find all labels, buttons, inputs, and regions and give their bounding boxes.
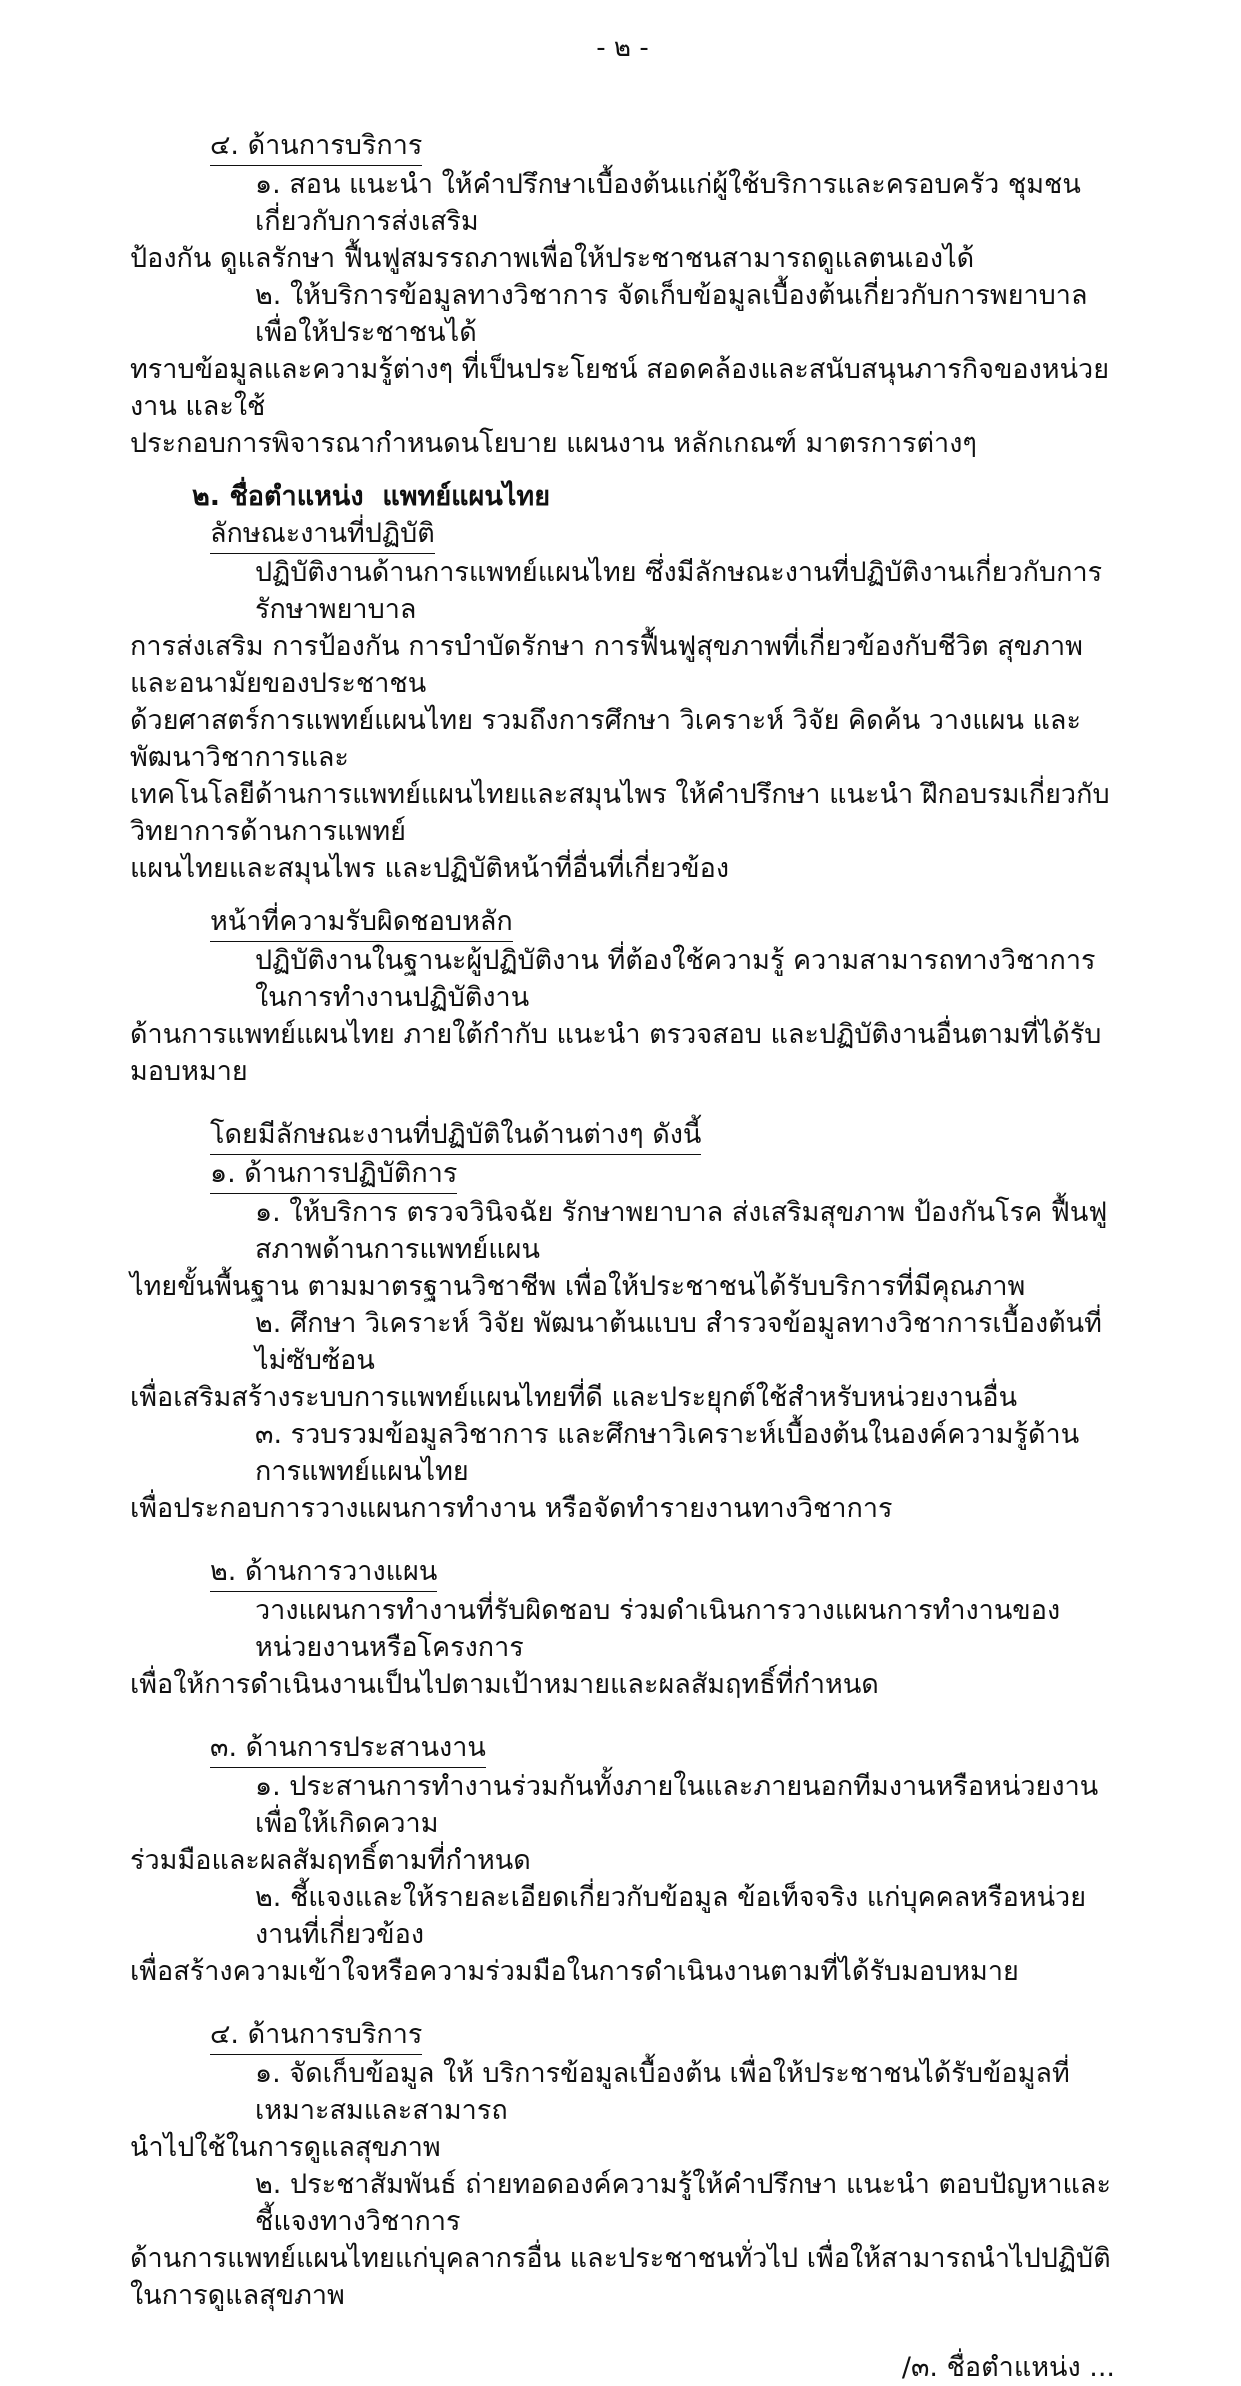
text-line: นำไปใช้ในการดูแลสุขภาพ <box>130 2132 441 2163</box>
text-line: ร่วมมือและผลสัมฤทธิ์ตามที่กำหนด <box>130 1845 531 1876</box>
section-heading-main-responsibility <box>130 903 1115 942</box>
text-line: ๑. ประสานการทำงานร่วมกันทั้งภายในและภายนอกทีมงานหรือหน่วยงาน เพื่อให้เกิดความ <box>255 1771 1107 1839</box>
section-heading-operations <box>130 1155 1115 1194</box>
document-body <box>130 127 1115 2386</box>
section-heading-planning <box>130 1553 1115 1592</box>
heading-text: ๔. ด้านการบริการ <box>210 127 422 166</box>
heading-text: ๓. ด้านการประสานงาน <box>210 1729 486 1768</box>
paragraph-service2-item-1 <box>130 2055 1115 2166</box>
text-line: ประกอบการพิจารณากำหนดนโยบาย แผนงาน หลักเกณฑ์ มาตรการต่างๆ <box>130 428 977 459</box>
paragraph-coordination-item-1 <box>130 1768 1115 1879</box>
heading-line <box>130 1116 1115 1155</box>
text-line: ป้องกัน ดูแลรักษา ฟื้นฟูสมรรถภาพเพื่อให้ประชาชนสามารถดูแลตนเองได้ <box>130 243 975 274</box>
heading-line: ๒. ชื่อตำแหน่ง แพทย์แผนไทย <box>192 481 551 512</box>
heading-line <box>130 1155 1115 1194</box>
heading-line <box>130 127 1115 166</box>
text-line: ด้านการแพทย์แผนไทย ภายใต้กำกับ แนะนำ ตรวจสอบ และปฏิบัติงานอื่นตามที่ได้รับมอบหมาย <box>130 1019 1102 1087</box>
text-line: วางแผนการทำงานที่รับผิดชอบ ร่วมดำเนินการวางแผนการทำงานของหน่วยงานหรือโครงการ <box>255 1595 1061 1663</box>
text-line: ปฏิบัติงานด้านการแพทย์แผนไทย ซึ่งมีลักษณะงานที่ปฏิบัติงานเกี่ยวกับการรักษาพยาบาล <box>255 557 1103 625</box>
heading-text: ๑. ด้านการปฏิบัติการ <box>210 1155 457 1194</box>
text-line: เพื่อให้การดำเนินงานเป็นไปตามเป้าหมายและผลสัมฤทธิ์ที่กำหนด <box>130 1669 879 1700</box>
section-heading-coordination <box>130 1729 1115 1768</box>
paragraph-coordination-item-2 <box>130 1879 1115 1990</box>
paragraph-service2-item-2 <box>130 2166 1115 2314</box>
text-line: เทคโนโลยีด้านการแพทย์แผนไทยและสมุนไพร ให้คำปรึกษา แนะนำ ฝึกอบรมเกี่ยวกับวิทยาการด้านการแพทย์ <box>130 779 1110 847</box>
page-continuation-note: /๓. ชื่อตำแหน่ง ... <box>901 2352 1115 2383</box>
text-line: ๓. รวบรวมข้อมูลวิชาการ และศึกษาวิเคราะห์เบื้องต้นในองค์ความรู้ด้านการแพทย์แผนไทย <box>255 1419 1080 1487</box>
text-line: ๒. ชี้แจงและให้รายละเอียดเกี่ยวกับข้อมูล ข้อเท็จจริง แก่บุคคลหรือหน่วยงานที่เกี่ยวข้อง <box>255 1882 1087 1950</box>
text-line: ทราบข้อมูลและความรู้ต่างๆ ที่เป็นประโยชน์ สอดคล้องและสนับสนุนภารกิจของหน่วยงาน และใช้ <box>130 354 1110 422</box>
text-line: ปฏิบัติงานในฐานะผู้ปฏิบัติงาน ที่ต้องใช้ความรู้ ความสามารถทางวิชาการในการทำงานปฏิบัติงาน <box>255 945 1096 1013</box>
position-title-heading <box>130 478 1115 515</box>
section-heading-duties-intro <box>130 1116 1115 1155</box>
heading-text: ลักษณะงานที่ปฏิบัติ <box>210 515 435 554</box>
text-line: เพื่อเสริมสร้างระบบการแพทย์แผนไทยที่ดี และประยุกต์ใช้สำหรับหน่วยงานอื่น <box>130 1382 1018 1413</box>
paragraph-service-item-1 <box>130 166 1115 277</box>
paragraph-operations-item-3 <box>130 1416 1115 1527</box>
text-line: ๑. สอน แนะนำ ให้คำปรึกษาเบื้องต้นแก่ผู้ใช้บริการและครอบครัว ชุมชน เกี่ยวกับการส่งเสริม <box>255 169 1090 237</box>
text-line: เพื่อสร้างความเข้าใจหรือความร่วมมือในการดำเนินงานตามที่ได้รับมอบหมาย <box>130 1956 1019 1987</box>
text-line: ไทยขั้นพื้นฐาน ตามมาตรฐานวิชาชีพ เพื่อให้ประชาชนได้รับบริการที่มีคุณภาพ <box>130 1271 1026 1302</box>
text-line: แผนไทยและสมุนไพร และปฏิบัติหน้าที่อื่นที่เกี่ยวข้อง <box>130 853 730 884</box>
heading-text: หน้าที่ความรับผิดชอบหลัก <box>210 903 513 942</box>
paragraph-service-item-2 <box>130 277 1115 462</box>
section-heading-job-characteristics <box>130 515 1115 554</box>
heading-line <box>130 903 1115 942</box>
heading-text: โดยมีลักษณะงานที่ปฏิบัติในด้านต่างๆ ดังนี้ <box>210 1116 701 1155</box>
text-line: ด้วยศาสตร์การแพทย์แผนไทย รวมถึงการศึกษา วิเคราะห์ วิจัย คิดค้น วางแผน และพัฒนาวิชาการและ <box>130 705 1081 773</box>
text-line: เพื่อประกอบการวางแผนการทำงาน หรือจัดทำรายงานทางวิชาการ <box>130 1493 893 1524</box>
text-line: ๑. จัดเก็บข้อมูล ให้ บริการข้อมูลเบื้องต้น เพื่อให้ประชาชนได้รับข้อมูลที่เหมาะสมและสามารถ <box>255 2058 1070 2126</box>
heading-line <box>130 1553 1115 1592</box>
text-line: การส่งเสริม การป้องกัน การบำบัดรักษา การฟื้นฟูสุขภาพที่เกี่ยวข้องกับชีวิต สุขภาพและอนามัยของประชาชน <box>130 631 1083 699</box>
section-heading-service-1 <box>130 127 1115 166</box>
text-line: ด้านการแพทย์แผนไทยแก่บุคลากรอื่น และประชาชนทั่วไป เพื่อให้สามารถนำไปปฏิบัติในการดูแลสุขภาพ <box>130 2243 1111 2311</box>
paragraph-planning <box>130 1592 1115 1703</box>
heading-line <box>130 2016 1115 2055</box>
paragraph-job-characteristics <box>130 554 1115 887</box>
text-line: ๒. ศึกษา วิเคราะห์ วิจัย พัฒนาต้นแบบ สำรวจข้อมูลทางวิชาการเบื้องต้นที่ไม่ซับซ้อน <box>255 1308 1102 1376</box>
page-number: - ๒ - <box>596 33 649 63</box>
heading-line <box>130 1729 1115 1768</box>
paragraph-operations-item-2 <box>130 1305 1115 1416</box>
heading-text: ๒. ด้านการวางแผน <box>210 1553 437 1592</box>
heading-text: ๔. ด้านการบริการ <box>210 2016 422 2055</box>
text-line: ๑. ให้บริการ ตรวจวินิจฉัย รักษาพยาบาล ส่งเสริมสุขภาพ ป้องกันโรค ฟื้นฟูสภาพด้านการแพทย์แผน <box>255 1197 1108 1265</box>
paragraph-operations-item-1 <box>130 1194 1115 1305</box>
section-heading-service-2 <box>130 2016 1115 2055</box>
text-line: ๒. ประชาสัมพันธ์ ถ่ายทอดองค์ความรู้ให้คำปรึกษา แนะนำ ตอบปัญหาและชี้แจงทางวิชาการ <box>255 2169 1111 2237</box>
paragraph-main-responsibility <box>130 942 1115 1090</box>
heading-line <box>130 515 1115 554</box>
text-line: ๒. ให้บริการข้อมูลทางวิชาการ จัดเก็บข้อมูลเบื้องต้นเกี่ยวกับการพยาบาล เพื่อให้ประชาชนได้ <box>255 280 1097 348</box>
